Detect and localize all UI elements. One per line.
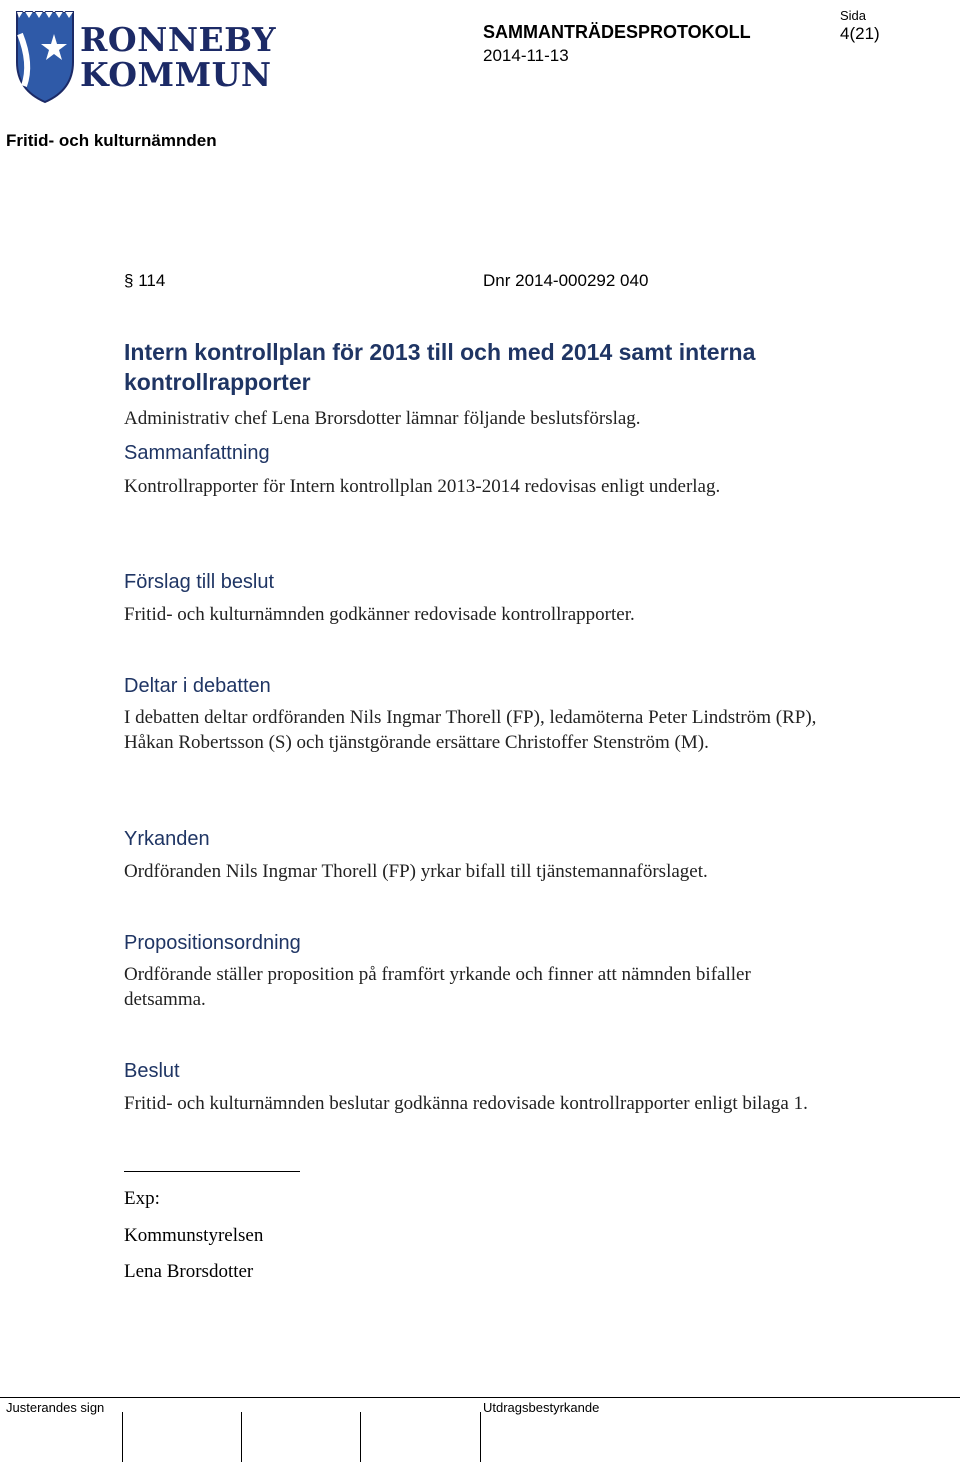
proposition-order-heading: Propositionsordning: [124, 932, 301, 954]
case-reference: Dnr 2014-000292 040: [483, 271, 649, 290]
signature-box-divider: [480, 1412, 481, 1462]
page-label: Sida: [840, 8, 867, 23]
signature-label: Justerandes sign: [6, 1400, 105, 1415]
expedition-recipient: Kommunstyrelsen: [124, 1225, 264, 1246]
committee-name: Fritid- och kulturnämnden: [6, 131, 217, 150]
logo-line-kommun: KOMMUN: [80, 55, 272, 94]
proposal-text: Fritid- och kulturnämnden godkänner redovisade kontrollrapporter.: [124, 604, 635, 625]
debate-heading: Deltar i debatten: [124, 675, 271, 697]
paragraph-number: [124, 271, 165, 291]
logo-line-ronneby: RONNEBY: [80, 20, 277, 59]
summary-text: Kontrollrapporter för Intern kontrollplan 2013-2014 redovisas enligt underlag.: [124, 476, 721, 497]
signature-box-divider: [122, 1412, 123, 1462]
proposal-heading: Förslag till beslut: [124, 571, 275, 593]
extract-certification-label: Utdragsbestyrkande: [483, 1400, 600, 1415]
expedition-recipient: Lena Brorsdotter: [124, 1261, 254, 1282]
page-number: 4(21): [840, 24, 880, 43]
proposition-order-text: Ordförande ställer proposition på framfört yrkande och finner att nämnden bifaller detsamma.: [124, 964, 751, 1010]
meeting-date: 2014-11-13: [483, 46, 569, 65]
claims-heading: Yrkanden: [124, 828, 210, 850]
paragraph-symbol: §: [124, 271, 134, 290]
case-intro: Administrativ chef Lena Brorsdotter lämnar följande beslutsförslag.: [124, 408, 641, 429]
expedition-divider: [124, 1171, 300, 1172]
claims-text: Ordföranden Nils Ingmar Thorell (FP) yrkar bifall till tjänstemannaförslaget.: [124, 861, 708, 882]
document-type: SAMMANTRÄDESPROTOKOLL: [483, 22, 751, 42]
footer-divider: [0, 1397, 960, 1398]
signature-box-divider: [360, 1412, 361, 1462]
debate-text: I debatten deltar ordföranden Nils Ingmar Thorell (FP), ledamöterna Peter Lindström (RP), Håkan Robertsson (S) och tjänstgörande ersättare Christoffer Stenström (M).: [124, 707, 817, 753]
signature-box-divider: [241, 1412, 242, 1462]
decision-text: Fritid- och kulturnämnden beslutar godkänna redovisade kontrollrapporter enligt bilaga 1.: [124, 1093, 808, 1114]
expedition-label: Exp:: [124, 1188, 160, 1209]
paragraph-number-value: 114: [138, 271, 166, 290]
shield-icon: [14, 4, 76, 104]
case-title: Intern kontrollplan för 2013 till och med 2014 samt interna kontrollrapporter: [124, 339, 756, 395]
logo-text: [80, 22, 276, 92]
decision-heading: Beslut: [124, 1060, 180, 1082]
summary-heading: Sammanfattning: [124, 442, 270, 464]
